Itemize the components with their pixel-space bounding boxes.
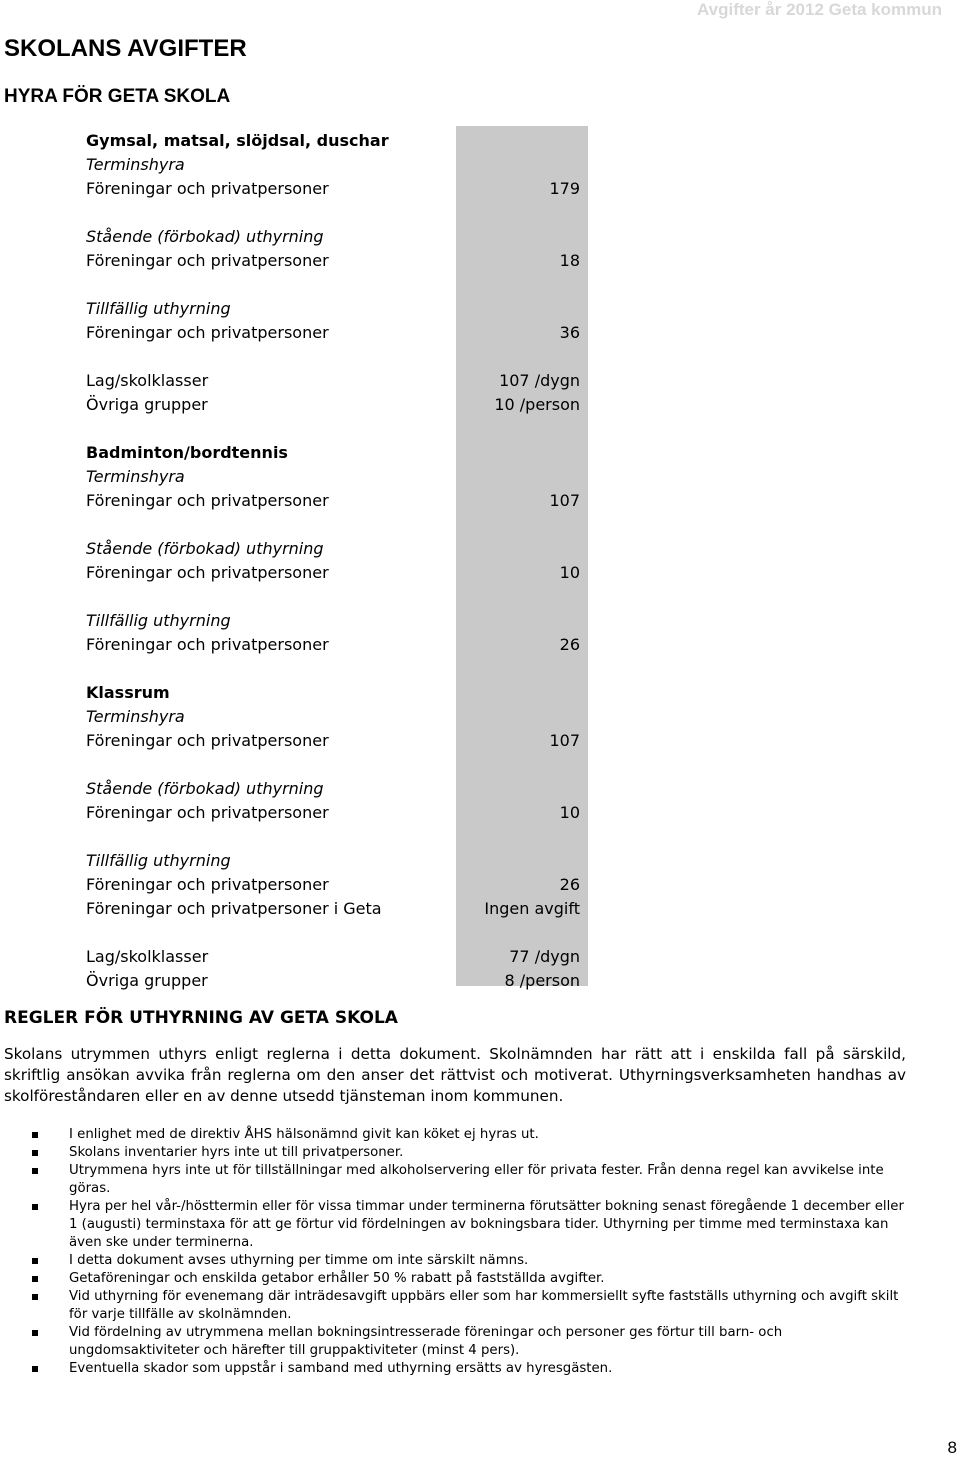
fee-value: 18 bbox=[559, 251, 580, 270]
rule-item: Hyra per hel vår-/hösttermin eller för vissa timmar under terminerna förutsätter bokning senast föregående 1 december eller 1 (augusti) terminstaxa för att ge förtur vid fördelningen av bokningsbara tider. Uthyrning per timme med terminstaxa kan även ske under terminerna. bbox=[32, 1198, 904, 1252]
fee-label: Föreningar och privatpersoner bbox=[86, 635, 329, 654]
rule-item: Getaföreningar och enskilda getabor erhåller 50 % rabatt på fastställda avgifter. bbox=[32, 1270, 904, 1288]
fee-label: Övriga grupper bbox=[86, 395, 208, 414]
fee-label: Föreningar och privatpersoner bbox=[86, 251, 329, 270]
fee-label: Föreningar och privatpersoner bbox=[86, 875, 329, 894]
page-number: 8 bbox=[947, 1438, 957, 1457]
fee-value: 77 /dygn bbox=[509, 947, 580, 966]
rules-list bbox=[32, 1126, 904, 1378]
fee-label: Föreningar och privatpersoner bbox=[86, 179, 329, 198]
fee-row bbox=[86, 321, 586, 345]
fee-value: 36 bbox=[559, 323, 580, 342]
fee-label: Stående (förbokad) uthyrning bbox=[86, 779, 324, 798]
fee-row bbox=[86, 705, 586, 729]
fee-label: Lag/skolklasser bbox=[86, 371, 209, 390]
fee-row bbox=[86, 969, 586, 993]
fee-label: Stående (förbokad) uthyrning bbox=[86, 227, 324, 246]
page-title: SKOLANS AVGIFTER bbox=[4, 35, 247, 62]
fee-row bbox=[86, 729, 586, 753]
fee-label: Tillfällig uthyrning bbox=[86, 611, 231, 630]
rule-item: Vid fördelning av utrymmena mellan bokningsintresserade föreningar och personer ges förtur till barn- och ungdomsaktiviteter och härefter till gruppaktiviteter (minst 4 pers). bbox=[32, 1324, 904, 1360]
fee-row bbox=[86, 465, 586, 489]
fee-row bbox=[86, 369, 586, 393]
fee-label: Föreningar och privatpersoner bbox=[86, 563, 329, 582]
fee-row bbox=[86, 249, 586, 273]
fee-label: Tillfällig uthyrning bbox=[86, 299, 231, 318]
fee-label: Lag/skolklasser bbox=[86, 947, 209, 966]
fee-value: 8 /person bbox=[504, 971, 580, 990]
fee-value: 107 bbox=[549, 491, 580, 510]
fee-value: 10 bbox=[559, 563, 580, 582]
fee-label: Terminshyra bbox=[86, 707, 185, 726]
fee-value: 107 /dygn bbox=[499, 371, 580, 390]
fee-label: Föreningar och privatpersoner bbox=[86, 323, 329, 342]
fee-label: Föreningar och privatpersoner i Geta bbox=[86, 899, 382, 918]
fee-row bbox=[86, 633, 586, 657]
document-header-title: Avgifter år 2012 Geta kommun bbox=[696, 0, 942, 19]
fee-row bbox=[86, 897, 586, 921]
rule-item: Eventuella skador som uppstår i samband med uthyrning ersätts av hyresgästen. bbox=[32, 1360, 904, 1378]
fee-label: Föreningar och privatpersoner bbox=[86, 731, 329, 750]
rule-item: Skolans inventarier hyrs inte ut till privatpersoner. bbox=[32, 1144, 904, 1162]
fee-row bbox=[86, 945, 586, 969]
fee-label: Terminshyra bbox=[86, 155, 185, 174]
rules-heading: REGLER FÖR UTHYRNING AV GETA SKOLA bbox=[4, 1008, 398, 1028]
rule-item: Utrymmena hyrs inte ut för tillställningar med alkoholservering eller för privata fester. Från denna regel kan avvikelse inte göras. bbox=[32, 1162, 904, 1198]
rule-item: Vid uthyrning för evenemang där inträdesavgift uppbärs eller som har kommersiellt syfte fastställs uthyrning och avgift skilt för varje tillfälle av skolnämnden. bbox=[32, 1288, 904, 1324]
fee-label: Badminton/bordtennis bbox=[86, 443, 288, 462]
fee-value: Ingen avgift bbox=[484, 899, 580, 918]
fee-label: Stående (förbokad) uthyrning bbox=[86, 539, 324, 558]
fee-value: 26 bbox=[559, 635, 580, 654]
section-title: HYRA FÖR GETA SKOLA bbox=[4, 86, 231, 107]
fee-row bbox=[86, 777, 586, 801]
fee-value: 26 bbox=[559, 875, 580, 894]
fee-row bbox=[86, 489, 586, 513]
fee-row bbox=[86, 129, 586, 153]
fee-label: Tillfällig uthyrning bbox=[86, 851, 231, 870]
fee-row bbox=[86, 297, 586, 321]
fee-row bbox=[86, 561, 586, 585]
fee-row bbox=[86, 849, 586, 873]
fee-label: Terminshyra bbox=[86, 467, 185, 486]
fee-label: Föreningar och privatpersoner bbox=[86, 803, 329, 822]
rule-item: I detta dokument avses uthyrning per timme om inte särskilt nämns. bbox=[32, 1252, 904, 1270]
fee-row bbox=[86, 801, 586, 825]
fee-row bbox=[86, 177, 586, 201]
fee-row bbox=[86, 681, 586, 705]
fee-label: Gymsal, matsal, slöjdsal, duschar bbox=[86, 131, 389, 150]
fee-row bbox=[86, 873, 586, 897]
fee-value: 10 /person bbox=[494, 395, 580, 414]
rule-item: I enlighet med de direktiv ÅHS hälsonämnd givit kan köket ej hyras ut. bbox=[32, 1126, 904, 1144]
fee-row bbox=[86, 153, 586, 177]
fee-label: Klassrum bbox=[86, 683, 170, 702]
fee-label: Föreningar och privatpersoner bbox=[86, 491, 329, 510]
fee-row bbox=[86, 225, 586, 249]
fee-row bbox=[86, 441, 586, 465]
fee-row bbox=[86, 609, 586, 633]
fee-value: 179 bbox=[549, 179, 580, 198]
fee-value: 107 bbox=[549, 731, 580, 750]
fee-label: Övriga grupper bbox=[86, 971, 208, 990]
fee-row bbox=[86, 537, 586, 561]
fee-value: 10 bbox=[559, 803, 580, 822]
fee-row bbox=[86, 393, 586, 417]
rules-intro: Skolans utrymmen uthyrs enligt reglerna i detta dokument. Skolnämnden har rätt att i enskilda fall på särskild, skriftlig ansökan avvika från reglerna om den anser det rättvist och motiverat. Uthyrningsverksamheten handhas av skolföreståndaren eller en av denne utsedd tjänsteman inom kommunen. bbox=[4, 1045, 906, 1105]
